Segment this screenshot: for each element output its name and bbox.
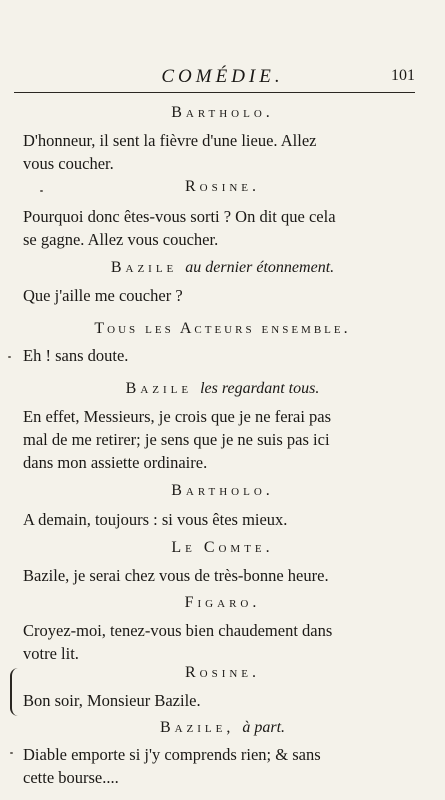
speaker-label: Bartholo. [171,104,274,121]
speaker-name [0,178,445,196]
speaker-label: Rosine. [184,664,261,681]
page-number: 101 [391,67,415,84]
dialogue-line: Que j'aille me coucher ? [23,286,183,305]
stage-direction: à part. [242,719,286,736]
dialogue-line: vous coucher. [23,154,114,173]
dialogue-line: En effet, Messieurs, je crois que je ne ferai pas [23,407,332,426]
speaker-name [0,104,445,122]
ink-speck [40,190,43,192]
running-title: COMÉDIE. [161,66,284,87]
stage-direction: les regardant tous. [200,380,320,397]
dialogue-line: Pourquoi donc êtes-vous sorti ? On dit que cela [23,207,336,226]
speaker-name [0,320,445,338]
dialogue-line: mal de me retirer; je sens que je ne suis pas ici [23,430,330,449]
speaker-label: Bazile, [159,719,235,736]
dialogue-line: votre lit. [23,644,79,663]
speaker-name [0,594,445,612]
speaker-name [0,539,445,557]
speaker-label: Rosine. [184,178,261,195]
speaker-label: Le Comte. [171,539,274,556]
speaker-label: Bazile [125,380,193,397]
ink-speck [10,752,13,754]
dialogue-line: D'honneur, il sent la fièvre d'une lieue. Allez [23,131,317,150]
speaker-name [0,664,445,682]
dialogue-line: dans mon assiette ordinaire. [23,453,208,472]
dialogue-line: A demain, toujours : si vous êtes mieux. [23,510,288,529]
speaker-name [0,482,445,500]
speaker-name [0,719,445,737]
dialogue-line: Bazile, je serai chez vous de très-bonne heure. [23,566,329,585]
speaker-label: Tous les Acteurs ensemble. [94,320,351,337]
dialogue-line: Diable emporte si j'y comprends rien; & sans [23,745,321,764]
ink-speck [8,356,11,358]
dialogue-line: se gagne. Allez vous coucher. [23,230,219,249]
running-header [30,66,415,88]
dialogue-line: Eh ! sans doute. [23,346,129,365]
header-rule [14,92,415,93]
speaker-label: Bazile [110,259,178,276]
dialogue-line: Bon soir, Monsieur Bazile. [23,691,201,710]
speaker-label: Bartholo. [171,482,274,499]
dialogue-line: Croyez-moi, tenez-vous bien chaudement dans [23,621,333,640]
speaker-label: Figaro. [184,594,261,611]
margin-bracket-mark [10,668,18,716]
speaker-name [0,259,445,277]
speaker-name [0,380,445,398]
stage-direction: au dernier étonnement. [185,259,335,276]
dialogue-line: cette bourse.... [23,768,119,787]
